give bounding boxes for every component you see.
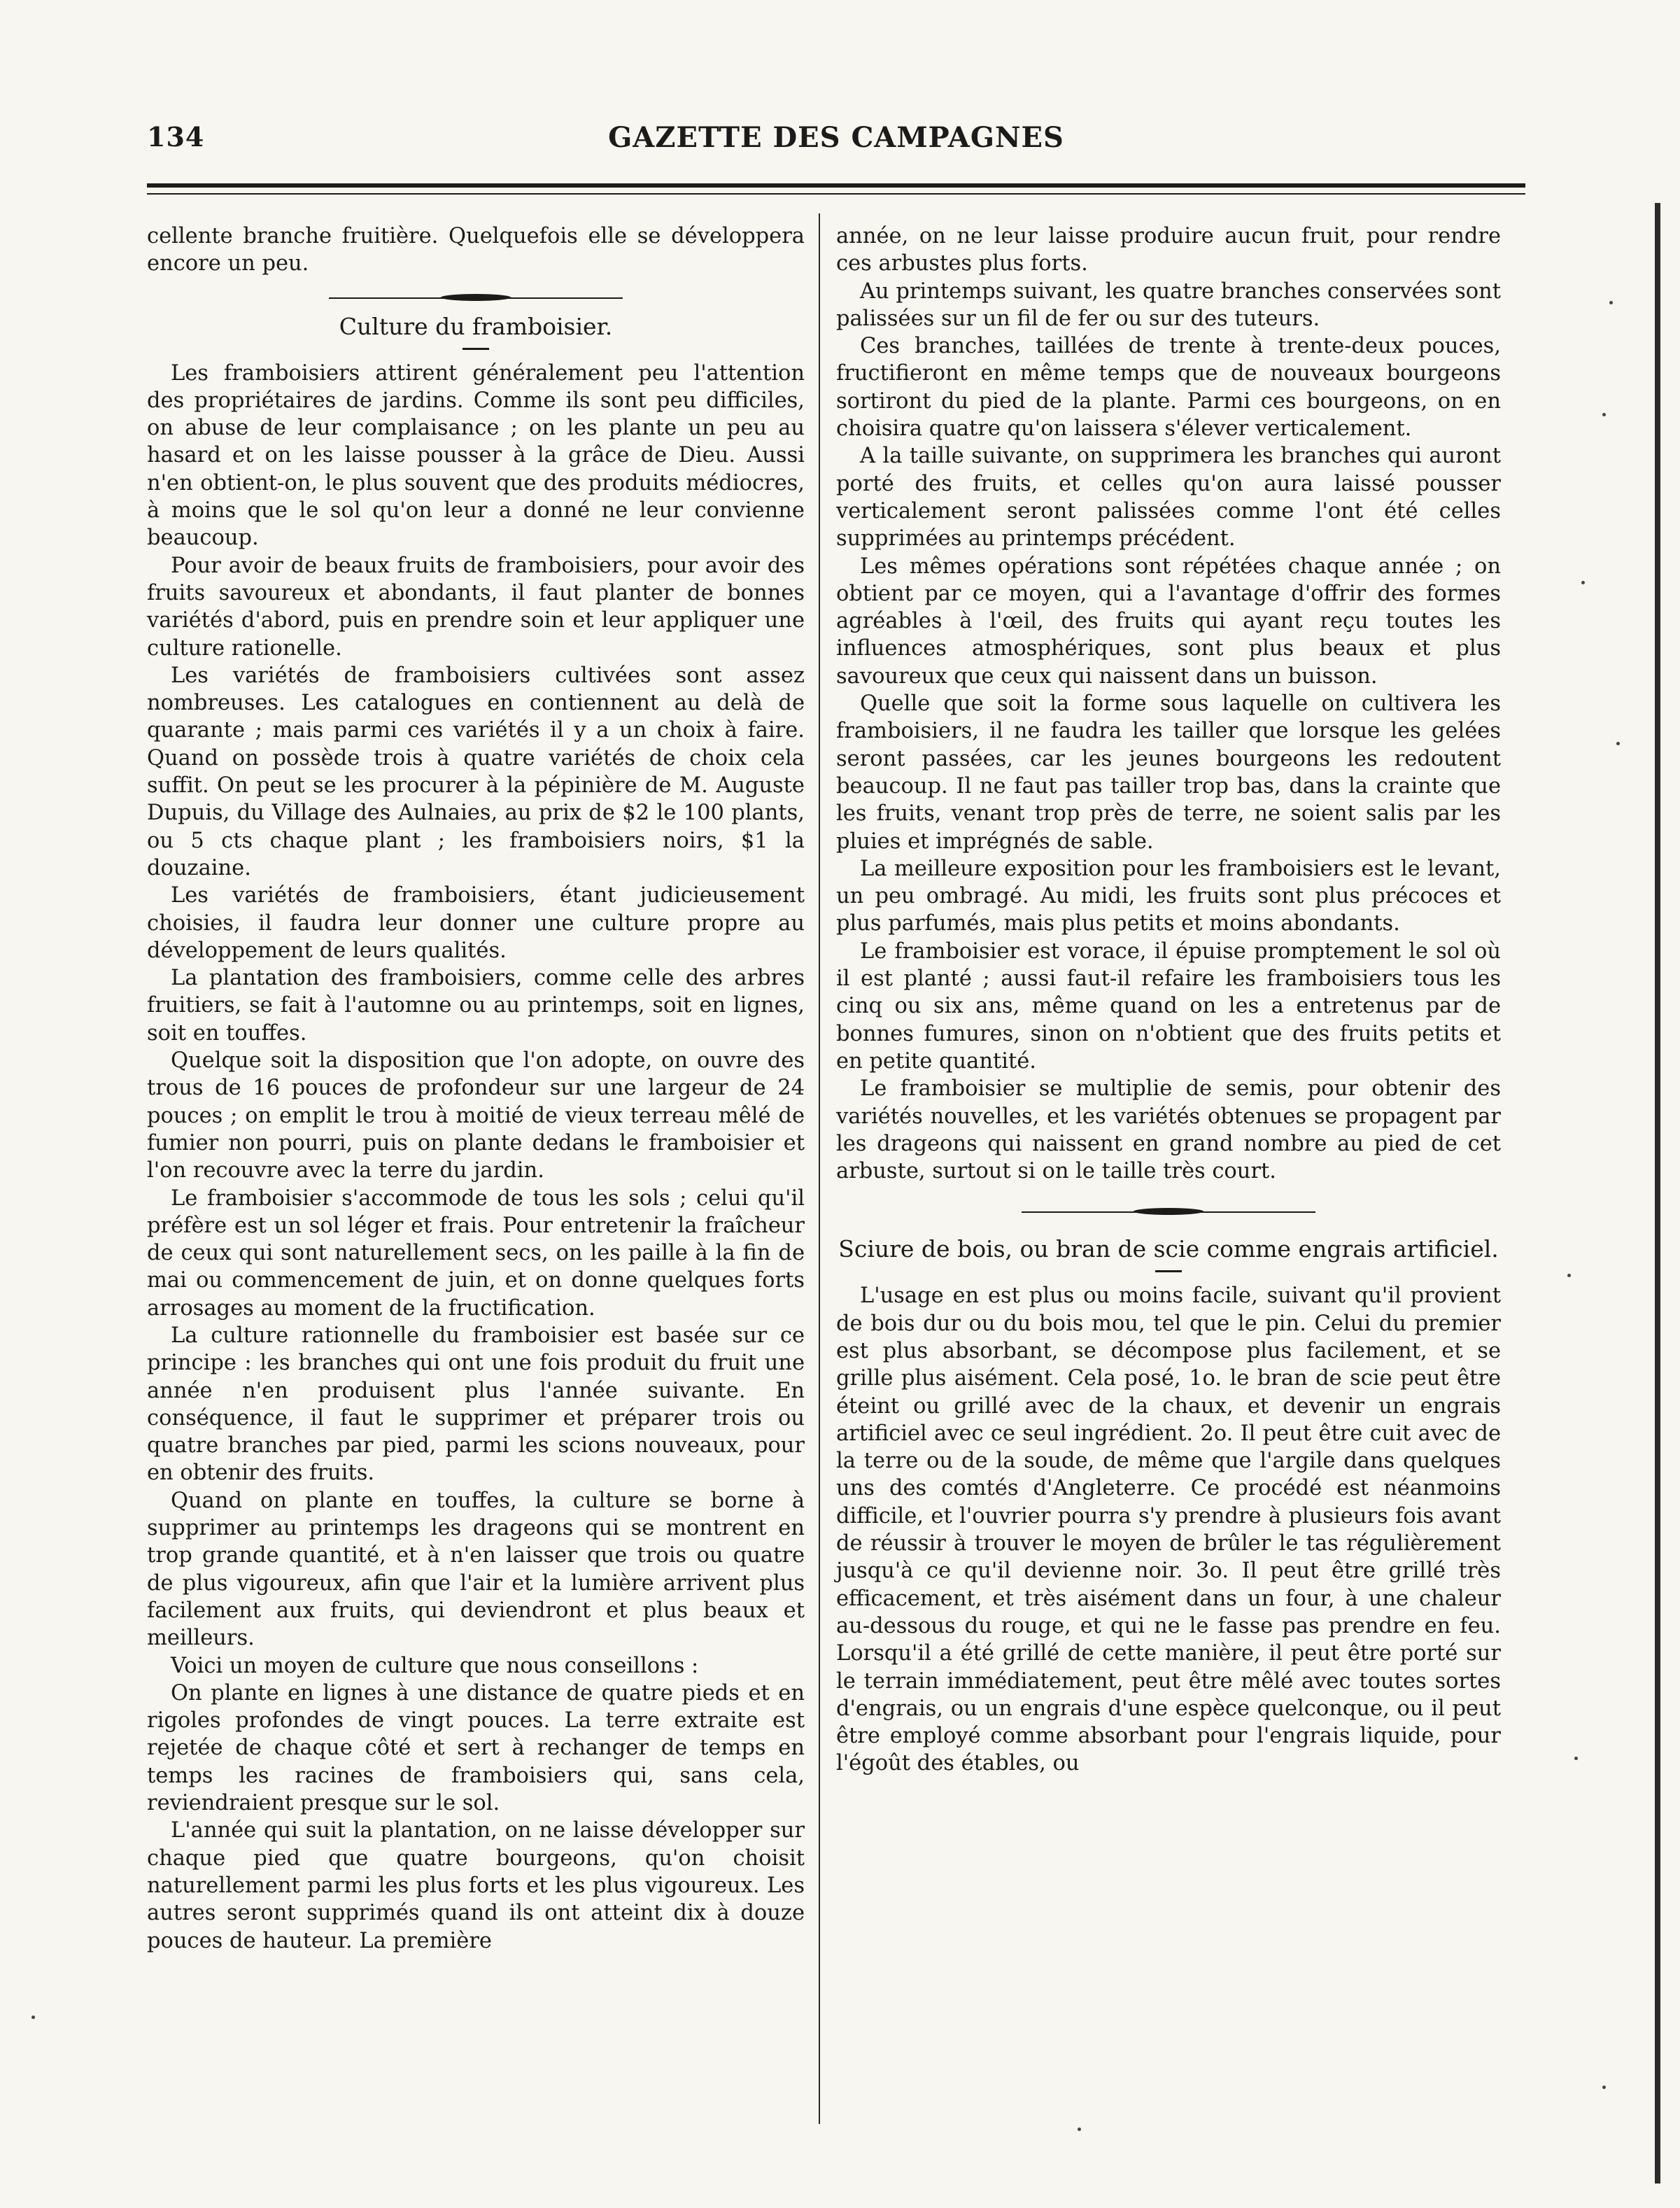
right-column	[836, 223, 1501, 1778]
paragraph: Le framboisier s'accommode de tous les sols ; celui qu'il préfère est un sol léger et frais. Pour entretenir la fraîcheur de ceux qui sont naturellement secs, on les paille à la fin de mai ou commencement de juin, et on donne quelques forts arrosages au moment de la fructification.	[147, 1186, 805, 1321]
section-ornament	[329, 292, 623, 304]
paragraph: Les variétés de framboisiers, étant judicieusement choisies, il faudra leur donner une culture propre au développement de leurs qualités.	[147, 883, 805, 963]
article-title-framboisier: Culture du framboisier.	[339, 312, 613, 340]
paragraph: L'année qui suit la plantation, on ne laisse développer sur chaque pied que quatre bourgeons, qu'on choisit naturellement parmi les plus forts et les plus vigoureux. Les autres seront supprimés quand ils ont atteint dix à douze pouces de hauteur. La première	[147, 1818, 805, 1953]
page-number: 134	[147, 121, 205, 153]
paragraph: Les framboisiers attirent généralement peu l'attention des propriétaires de jardins. Comme ils sont peu difficiles, on abuse de leur complaisance ; on les plante un peu au hasard et on les laisse pousser à la grâce de Dieu. Aussi n'en obtient-on, le plus souvent que des produits médiocres, à moins que le sol qu'on leur a donné ne leur convienne beaucoup.	[147, 360, 805, 551]
paragraph: Pour avoir de beaux fruits de framboisiers, pour avoir des fruits savoureux et abondants, il faut planter de bonnes variétés d'abord, puis en prendre soin et leur appliquer une culture rationelle.	[147, 553, 805, 661]
header-rule-thin	[147, 193, 1525, 195]
title-dash	[1155, 1270, 1182, 1272]
column-divider	[819, 213, 820, 2124]
intro-fragment: cellente branche fruitière. Quelquefois elle se développera encore un peu.	[147, 224, 805, 276]
paragraph: Quand on plante en touffes, la culture se borne à supprimer au printemps les drageons qui se montrent en trop grande quantité, et à n'en laisser que trois ou quatre de plus vigoureux, afin que l'air et la lumière arrivent plus facilement aux fruits, qui deviendront et plus beaux et meilleurs.	[147, 1488, 805, 1651]
paragraph: Ces branches, taillées de trente à trente-deux pouces, fructifieront en même temps que de nouveaux bourgeons sortiront du pied de la plante. Parmi ces bourgeons, on en choisira quatre qu'on laissera s'élever verticalement.	[836, 334, 1501, 442]
paragraph: Les mêmes opérations sont répétées chaque année ; on obtient par ce moyen, qui a l'avantage d'offrir des formes agréables à l'œil, des fruits qui ayant reçu toutes les influences atmosphériques, sont plus beaux et plus savoureux que ceux qui naissent dans un buisson.	[836, 554, 1501, 689]
paragraph: La meilleure exposition pour les framboisiers est le levant, un peu ombragé. Au midi, les fruits sont plus précoces et plus parfumés, mais plus petits et moins abondants.	[836, 856, 1501, 936]
paragraph: L'usage en est plus ou moins facile, suivant qu'il provient de bois dur ou du bois mou, tel que le pin. Celui du premier est plus absorbant, se décompose plus facilement, et se grille plus aisément. Cela posé, 1o. le bran de scie peut être éteint ou grillé avec de la chaux, et devenir un engrais artificiel avec ce seul ingrédient. 2o. Il peut être cuit avec de la terre ou de la soude, de même que l'argile dans quelques uns des comtés d'Angleterre. Ce procédé est néanmoins difficile, et l'ouvrier pourra s'y prendre à plusieurs fois avant de réussir à trouver le moyen de brûler le tas régulièrement jusqu'à ce qu'il devienne noir. 3o. Il peut être grillé très efficacement, et très aisément dans un four, à une chaleur au-dessous du rouge, et qui ne le fasse pas prendre en feu. Lorsqu'il a été grillé de cette manière, il peut être porté sur le terrain immédiatement, peut être mêlé avec toutes sortes d'engrais, ou un engrais d'une espèce quelconque, ou il peut être employé comme absorbant pour l'engrais liquide, pour l'égoût des étables, ou	[836, 1284, 1501, 1776]
paragraph: année, on ne leur laisse produire aucun fruit, pour rendre ces arbustes plus forts.	[836, 224, 1501, 276]
paragraph: La plantation des framboisiers, comme celle des arbres fruitiers, se fait à l'automne ou au printemps, soit en lignes, soit en touffes.	[147, 966, 805, 1046]
paragraph: Le framboisier est vorace, il épuise promptement le sol où il est planté ; aussi faut-il refaire les framboisiers tous les cinq ou six ans, même quand on les a entretenus par de bonnes fumures, sinon on n'obtient que des fruits petits et en petite quantité.	[836, 938, 1501, 1074]
journal-title: GAZETTE DES CAMPAGNES	[608, 121, 1064, 154]
paragraph: Quelle que soit la forme sous laquelle on cultivera les framboisiers, il ne faudra les tailler que lorsque les gelées seront passées, car les jeunes bourgeons les redoutent beaucoup. Il ne faut pas tailler trop bas, dans la crainte que les fruits, venant trop près de terre, ne soient salis par les pluies et imprégnés de sable.	[836, 691, 1501, 854]
left-column	[147, 223, 805, 1955]
section-ornament	[1022, 1206, 1315, 1218]
paragraph: Voici un moyen de culture que nous conseillons :	[171, 1653, 699, 1678]
title-dash	[463, 348, 489, 350]
paragraph: A la taille suivante, on supprimera les branches qui auront porté des fruits, et celles qu'on aura laissé pousser verticalement seront palissées comme l'ont été celles supprimées au printemps précédent.	[836, 444, 1501, 551]
paragraph: Les variétés de framboisiers cultivées sont assez nombreuses. Les catalogues en contiennent au delà de quarante ; mais parmi ces variétés il y a un choix à faire. Quand on possède trois à quatre variétés de choix cela suffit. On peut se les procurer à la pépinière de M. Auguste Dupuis, du Village des Aulnaies, au prix de $2 le 100 plants, ou 5 cts chaque plant ; les framboisiers noirs, $1 la douzaine.	[147, 663, 805, 880]
paragraph: La culture rationnelle du framboisier est basée sur ce principe : les branches qui ont une fois produit du fruit une année n'en produisent plus l'année suivante. En conséquence, il faut le supprimer et préparer trois ou quatre branches par pied, parmi les scions nouveaux, pour en obtenir des fruits.	[147, 1323, 805, 1486]
paragraph: On plante en lignes à une distance de quatre pieds et en rigoles profondes de vingt pouces. La terre extraite est rejetée de chaque côté et sert à rechanger de temps en temps les racines de framboisiers qui, sans cela, reviendraient presque sur le sol.	[147, 1680, 805, 1816]
paragraph: Le framboisier se multiplie de semis, pour obtenir des variétés nouvelles, et les variétés obtenues se propagent par les drageons qui naissent en grand nombre au pied de cet arbuste, surtout si on le taille très court.	[836, 1076, 1501, 1184]
page-edge-shadow	[1655, 203, 1660, 2184]
paragraph: Au printemps suivant, les quatre branches conservées sont palissées sur un fil de fer ou sur des tuteurs.	[836, 279, 1501, 331]
paragraph: Quelque soit la disposition que l'on adopte, on ouvre des trous de 16 pouces de profondeur sur une largeur de 24 pouces ; on emplit le trou à moitié de vieux terreau mêlé de fumier non pourri, puis on plante dedans le framboisier et l'on recouvre avec la terre du jardin.	[147, 1048, 805, 1183]
article-title-sciure: Sciure de bois, ou bran de scie comme engrais artificiel.	[838, 1235, 1499, 1263]
header-rule-thick	[147, 183, 1525, 188]
page-header	[147, 115, 1525, 164]
